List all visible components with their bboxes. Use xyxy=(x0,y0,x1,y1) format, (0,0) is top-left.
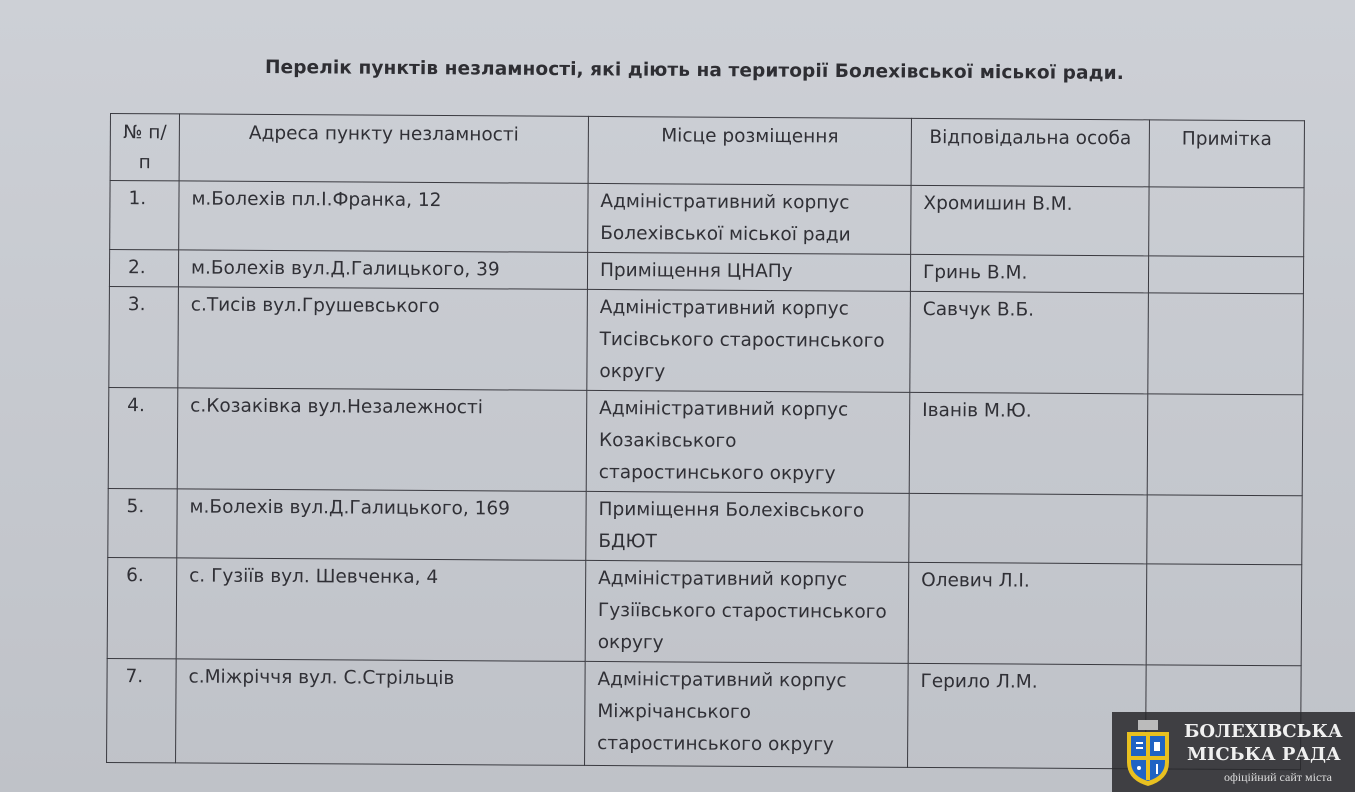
note-cell xyxy=(1146,564,1302,666)
row-number: 2. xyxy=(109,250,178,287)
site-logo[interactable] xyxy=(1112,712,1355,792)
header-place: Місце розміщення xyxy=(588,116,911,185)
place-cell: Адміністративний корпус Міжрічанського старостинського округу xyxy=(585,661,909,767)
place-cell: Адміністративний корпус Тисівського старостинського округу xyxy=(587,289,911,392)
logo-tagline: офіційний сайт міста xyxy=(1224,770,1332,784)
place-cell: Адміністративний корпус Гузіївського старостинського округу xyxy=(585,560,909,663)
person-cell: Іванів М.Ю. xyxy=(909,392,1148,494)
address-cell: с.Міжріччя вул. С.Стрільців xyxy=(176,659,586,765)
table-row xyxy=(107,557,1302,665)
header-note: Примітка xyxy=(1149,120,1304,188)
header-address: Адреса пункту незламності xyxy=(179,114,588,183)
coat-of-arms-icon xyxy=(1122,718,1174,788)
header-person: Відповідальна особа xyxy=(911,118,1149,186)
address-cell: с. Гузіїв вул. Шевченка, 4 xyxy=(176,558,586,661)
person-cell: Герило Л.М. xyxy=(908,663,1147,768)
person-cell xyxy=(909,493,1147,563)
note-cell xyxy=(1148,256,1303,294)
table-header-row xyxy=(110,114,1304,188)
person-cell: Савчук В.Б. xyxy=(910,291,1149,393)
place-cell: Приміщення ЦНАПу xyxy=(587,252,910,291)
person-cell: Гринь В.М. xyxy=(910,254,1148,292)
table-row xyxy=(110,181,1304,257)
row-number: 4. xyxy=(108,387,178,488)
table-row xyxy=(108,387,1303,495)
resilience-points-table xyxy=(106,113,1305,770)
note-cell xyxy=(1147,495,1302,565)
note-cell xyxy=(1148,293,1304,395)
person-cell: Хромишин В.М. xyxy=(911,185,1149,255)
logo-line-2: МІСЬКА РАДА xyxy=(1187,744,1341,765)
table-row xyxy=(109,286,1304,394)
row-number: 5. xyxy=(108,488,177,557)
row-number: 1. xyxy=(110,181,179,250)
place-cell: Адміністративний корпус Болехівської міської ради xyxy=(588,183,911,254)
document-title: Перелік пунктів незламності, які діють на території Болехівської міської ради. xyxy=(264,57,1124,84)
place-cell: Адміністративний корпус Козаківського старостинського округу xyxy=(586,390,910,493)
address-cell: м.Болехів вул.Д.Галицького, 39 xyxy=(178,250,587,289)
logo-line-1: БОЛЕХІВСЬКА xyxy=(1184,721,1343,742)
note-cell xyxy=(1147,394,1303,496)
row-number: 7. xyxy=(107,658,177,762)
place-cell: Приміщення Болехівського БДЮТ xyxy=(586,491,909,562)
table-row xyxy=(108,488,1302,564)
address-cell: м.Болехів вул.Д.Галицького, 169 xyxy=(177,489,586,560)
note-cell xyxy=(1149,187,1304,257)
address-cell: с.Тисів вул.Грушевського xyxy=(178,287,588,390)
row-number: 3. xyxy=(109,286,179,387)
row-number: 6. xyxy=(107,557,177,658)
address-cell: с.Козаківка вул.Незалежності xyxy=(177,388,587,491)
address-cell: м.Болехів пл.І.Франка, 12 xyxy=(179,181,588,252)
person-cell: Олевич Л.І. xyxy=(908,562,1147,664)
header-number: № п/п xyxy=(110,114,179,181)
